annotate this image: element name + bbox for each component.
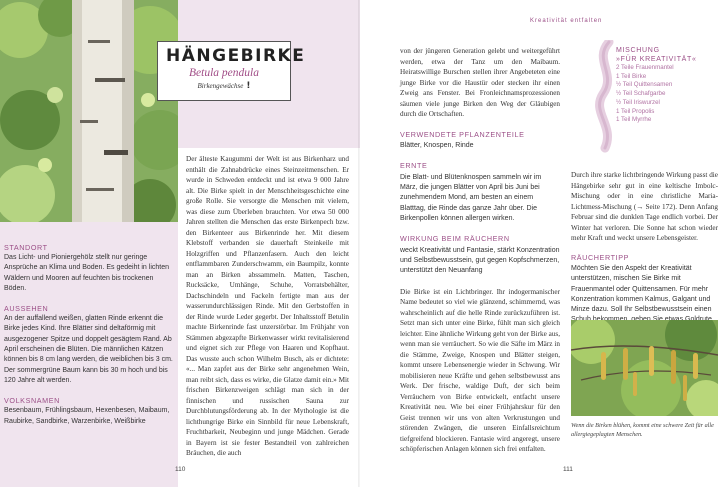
left-info-sections [4, 243, 174, 437]
section-heading: VERWENDETE PFLANZENTEILE [400, 129, 525, 139]
mixture-item: 1 Teil Myrrhe [616, 116, 652, 124]
mixture-item: 1 Teil Birke [616, 72, 647, 80]
continued-text: von der jüngeren Generation gelebt und weitergeführt werden, etwa der Tanz um den Maibaum. Heiratswillige Burschen stellen ihrer Angebeteten eine junge Birke vor die Haustür oder stecken ihr einen Zweig ans Fenster. Bei Fronleichnamsprozessionen säumen viele junge Birken den Weg der Gläubigen durch die Ortschaften. [400, 47, 560, 118]
mixture-box [616, 47, 716, 125]
section-text: Besenbaum, Frühlingsbaum, Hexenbesen, Maibaum, Raubirke, Sandbirke, Warzenbirke, Weißbirke [4, 407, 170, 425]
section-heading: ERNTE [400, 161, 428, 171]
mixture-item: ½ Teil Iriswurzel [616, 98, 660, 106]
section-heading: WIRKUNG BEIM RÄUCHERN [400, 234, 510, 244]
section-smoke-effect [400, 234, 560, 276]
plant-family-label: Birkengewächse [197, 82, 244, 90]
section-heading: VOLKSNAMEN [4, 396, 60, 406]
section-text: Das Licht- und Pioniergehölz stellt nur geringe Ansprüche an Klima und Boden. Es gedeiht in lichten Wäldern und Mooren auf feuchten bis trockenen Böden. [4, 254, 169, 292]
left-body-text: Der älteste Kaugummi der Welt ist aus Birkenharz und enthält die Zahnabdrücke eines Steinzeitmenschen. Er wurde in Schweden entdeckt und ist etwa 9 000 Jahre alt. Die Birke spielt in der Menschheitsgeschichte eine große Rolle. Sie versorgte die Menschen mit vielem, was diese zum Überleben brauchten. Vor etwa 50 000 Jahren stellten die Menschen das erste Birkenpech bzw. den Birkenteer aus Birkenrinde her. Mit diesem Klebstoff verbanden sie dauerhaft Steinkeile mit Holzgriffen und Pflanzenfasern. Auch den leicht entflammbaren Zunderschwamm, ein Baumpilz, konnte man an Birken abssammeln. Matten, Taschen, Rucksäcke, Umhänge, Schuhe, Vorratsbehälter, Dachschindeln und Fackeln fertigte man aus der wasserundurchlässigen Rinde. Mit den Gerbstoffen in der Rinde wurde Leder gegerbt. Der Inhaltsstoff Betulin machte Birkenrinde fast unzerstörbar. Im Frühjahr von Stämmen abgezapfte Birkenwasser wirkt revitalisierend und eignet sich zur Pflege von Haaren und Kopfhaut. Das wusste auch schon Wilhelm Busch, als er dichtete: «... Man zapfet aus der Birke sehr angenehmen Wein, man reibt sich, dass es wirke, die Glatze damit ein.» Mit frischen Birkenzweigen schlägt man sich in der finnischen und russischen Sauna zur Durchblutungsförderung ab. In der Mythologie ist die lichthungrige Birke ein Sinnbild für neue Lebenskraft, Fruchtbarkeit, Neubeginn und junge Mädchen. Gerade in Bayern ist sie fester Bestandteil von zahlreichen Bräuchen, die auch [186, 155, 349, 457]
section-text: Möchten Sie den Aspekt der Kreativität unterstützen, mischen Sie Birke mit Frauenmantel oder Quittensamen. Für mehr Konzentration kommen Kalmus, Galgant und Minze dazu. Soll Ihr Selbstbewusstsein einen [571, 265, 712, 314]
plant-family [166, 81, 282, 91]
section-text: An der auffallend weißen, glatten Rinde erkennt die Birke jedes Kind. Ihre Blätter sind deltaförmig mit ausgezogener Spitze und doppelt gesägtem Rand. Ab April erscheinen die Blüten. Die männlichen Kätzen können bis 8 cm lang werden, die weiblichen bis 3 cm. Der sommergrüne Baum kann bis 30 m hoch und bis 120 Jahre alt werden. [4, 315, 173, 384]
section-heading: STANDORT [4, 243, 48, 252]
section-text: Die Blatt- und Blütenknospen sammeln wir im März, die jungen Blätter von April bis Juni bei zunehmendem Mond, am besten an einem Blatttag, die Rinde das ganze Jahr über. Die Birkenpollen können allergen wirken. [400, 173, 542, 222]
mixture-item: ½ Teil Schafgarbe [616, 90, 666, 98]
section-heading: RÄUCHERTIPP [571, 252, 629, 262]
plant-title-box [157, 41, 306, 101]
page-number-left: 110 [175, 466, 186, 473]
page-number-right: 111 [563, 466, 573, 473]
warning-icon: ! [246, 81, 251, 91]
section-volksnamen [4, 396, 174, 427]
plant-title: HÄNGEBIRKE [166, 46, 306, 66]
birch-trunk-photo [0, 0, 178, 222]
section-heading: AUSSEHEN [4, 304, 49, 314]
mixture-item: 1 Teil Propolis [616, 107, 655, 115]
mixture-item: 2 Teile Frauenmantel [616, 64, 674, 71]
body-text: Durch ihre starke lichtbringende Wirkung passt die Hängebirke sehr gut in eine keltische Imbolc-Mischung oder in eine christliche Maria-Lichtmess-Mischung (→ Seite 172). Denn Anfang Februar sind die dunklen Tage endlich vorbei. Der Winter hat verloren. Die Sonne hat schon wieder mehr Kraft und weckt unsere Lebensgeister. [571, 171, 718, 242]
section-standort [4, 243, 174, 294]
birch-catkins-photo [571, 320, 718, 416]
mixture-item: ½ Teil Quittensamen [616, 81, 673, 89]
latin-name: Betula pendula [189, 67, 259, 79]
section-aussehen [4, 304, 174, 386]
mixture-subheading: »FÜR KREATIVITÄT« [616, 55, 697, 63]
running-head: Kreativität entfalten [530, 18, 603, 24]
right-column-1 [400, 46, 560, 455]
mixture-heading: MISCHUNG [616, 47, 660, 54]
section-text: weckt Kreativität und Fantasie, stärkt Konzentration und Selbstbewusstsein, gut gegen Kopfschmerzen, unterstützt den Neuanfang [400, 246, 560, 275]
body-text: Die Birke ist ein Lichtbringer. Ihr indogermanischer Name bedeutet so viel wie glänzend, schimmernd, was wahrscheinlich auf die helle Rinde zurückzuführen ist. Setzt man sich unter eine Birke, fühlt man sich gleich leichter. Eine ähnliche Wirkung geht von der Birke aus, wenn man sie verräuchert. So wie die Säfte im März in die Stämme, Zweige, Knospen und Blätter steigen, kommt unsere Lebensenergie wieder in Schwung. Wir mobilisieren neue Kräfte und gehen selbstbewusst ans Werk. Der frische, waldige Duft, der sich beim Verräuchern von Birke entwickelt, entfacht unsere Kreativität neu. Wie bei einer Frühjahrskur für den Geist trennen wir uns von alten Verkrustungen und störenden Zwängen, die unseren Einfallsreichtum tiefgreifend blockieren. Fantasie wird angeregt, unsere schöpferischen Anlagen können sich frei entfalten. [400, 287, 560, 454]
section-text: Blätter, Knospen, Rinde [400, 142, 474, 149]
right-column-2 [571, 170, 718, 336]
section-plant-parts [400, 130, 560, 152]
section-harvest [400, 161, 560, 224]
photo-caption: Wenn die Birken blühen, kommt eine schwere Zeit für alle allergiegeplagten Menschen. [571, 422, 714, 438]
